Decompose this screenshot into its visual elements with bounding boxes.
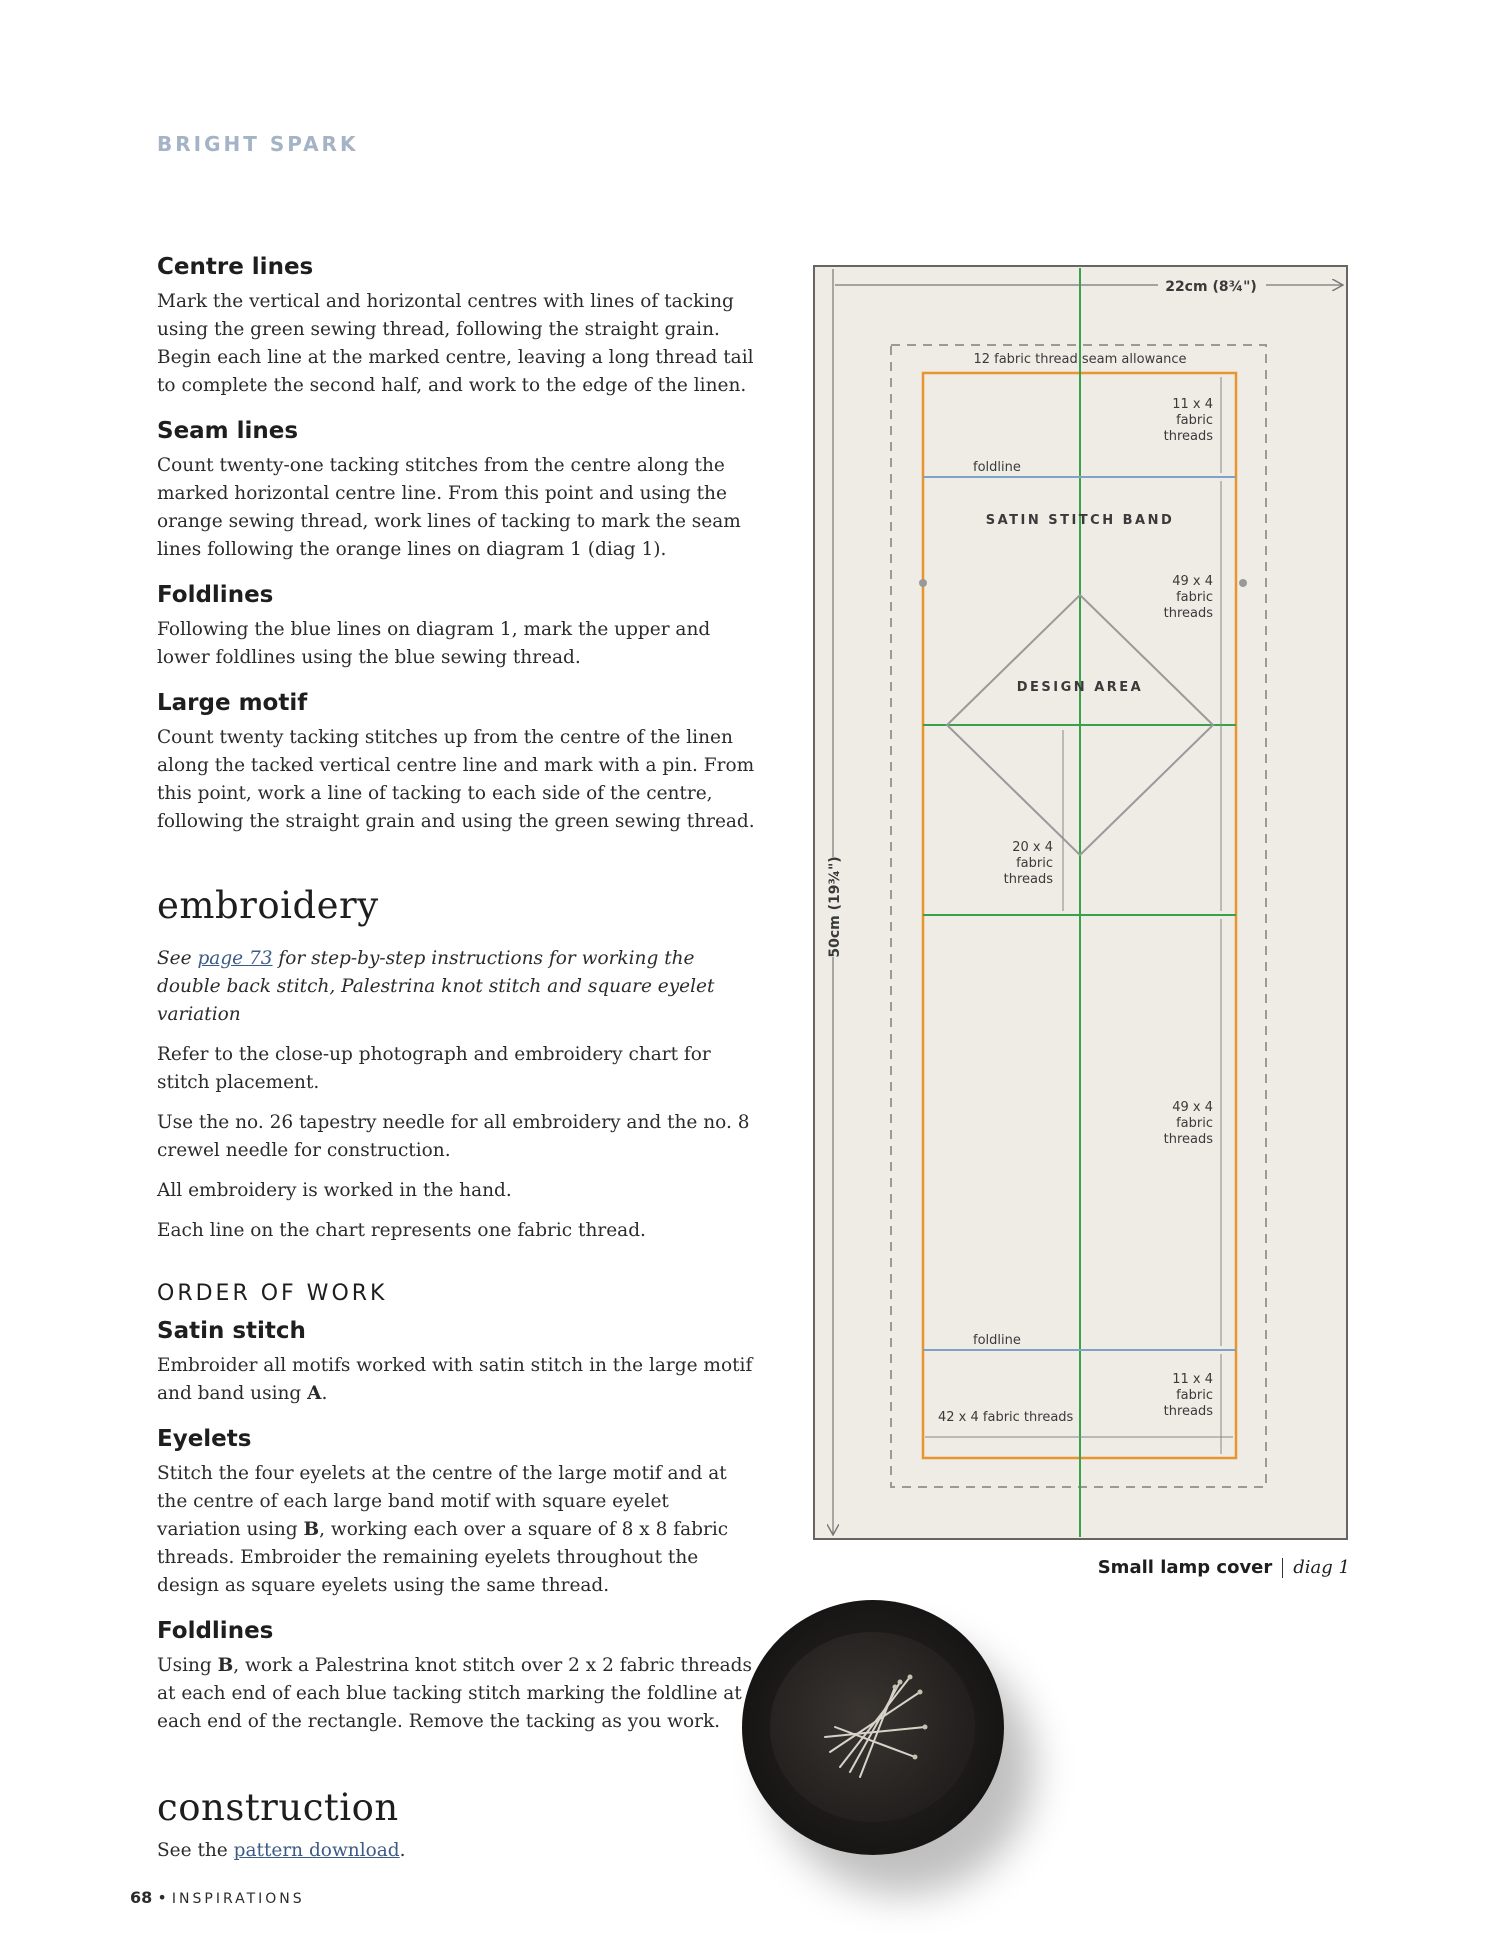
caption-diag: diag 1 — [1293, 1557, 1350, 1578]
para-seam-lines: Count twenty-one tacking stitches from the centre along the marked horizontal centre line. From this point and using the orange sewing thread, work lines of tacking to mark the seam lines following the orange lines on diagram 1 (diag 1). — [157, 455, 741, 560]
lower-measure-1: 49 x 4 — [1172, 1100, 1213, 1115]
lower-measure-3: threads — [1163, 1132, 1213, 1147]
satin-pre: Embroider all motifs worked with satin stitch in the large motif and band using — [157, 1355, 753, 1404]
para-foldlines-2 — [157, 1652, 757, 1736]
footer-bullet: • — [157, 1888, 167, 1907]
caption-title: Small lamp cover — [1097, 1557, 1273, 1578]
width-label: 22cm (8¾") — [1165, 279, 1257, 295]
heading-foldlines-2: Foldlines — [157, 1618, 274, 1644]
foldline-bottom-label: foldline — [973, 1333, 1021, 1348]
heading-foldlines: Foldlines — [157, 582, 274, 608]
diagram-caption — [1098, 1557, 1350, 1578]
diagram-1 — [813, 265, 1348, 1540]
fold-pre: Using — [157, 1655, 218, 1676]
heading-satin-stitch: Satin stitch — [157, 1318, 306, 1344]
pins-image — [770, 1632, 975, 1822]
heading-centre-lines: Centre lines — [157, 254, 314, 280]
para-large-motif: Count twenty tacking stitches up from the centre of the linen along the tacked vertical centre line and mark with a pin. From this point, work a line of tacking to each side of the centre, following the straight grain and using the green sewing thread. — [157, 727, 755, 832]
para-emb-3: All embroidery is worked in the hand. — [157, 1180, 512, 1201]
para-satin — [157, 1352, 757, 1408]
instructions-column — [157, 254, 757, 1877]
page-73-link[interactable]: page 73 — [197, 948, 273, 969]
bottom-measure-3: threads — [1163, 1404, 1213, 1419]
top-measure-3: threads — [1163, 429, 1213, 444]
magazine-name: INSPIRATIONS — [171, 1891, 305, 1907]
fold-post: , work a Palestrina knot stitch over 2 x 2 fabric threads at each end of each blue tacking stitch marking the foldline at each end of the rectangle. Remove the tacking as you work. — [157, 1655, 753, 1732]
lower-measure-2: fabric — [1176, 1116, 1213, 1131]
para-construction — [157, 1837, 757, 1865]
top-measure-1: 11 x 4 — [1172, 397, 1213, 412]
seam-allowance-label: 12 fabric thread seam allowance — [973, 352, 1187, 367]
caption-separator — [1282, 1558, 1283, 1578]
height-label: 50cm (19¾") — [827, 856, 843, 958]
construction-end: . — [399, 1840, 406, 1861]
design-area-label: DESIGN AREA — [1016, 680, 1144, 695]
heading-order-of-work: ORDER OF WORK — [157, 1281, 388, 1306]
satin-post: . — [321, 1383, 328, 1404]
para-emb-1: Refer to the close-up photograph and embroidery chart for stitch placement. — [157, 1044, 711, 1093]
heading-eyelets: Eyelets — [157, 1426, 252, 1452]
para-eyelets — [157, 1460, 757, 1600]
thread-a: A — [307, 1383, 322, 1404]
see-prefix: See — [157, 948, 198, 969]
mid-measure-2: fabric — [1176, 590, 1213, 605]
bottom-measure-1: 11 x 4 — [1172, 1372, 1213, 1387]
para-see-page — [157, 945, 757, 1029]
mid-measure-1: 49 x 4 — [1172, 574, 1213, 589]
heading-construction: construction — [157, 1786, 399, 1829]
eyelets-pre: Stitch the four eyelets at the centre of the large motif and at the centre of each large band motif with square eyelet variation using — [157, 1463, 727, 1540]
satin-band-label: SATIN STITCH BAND — [985, 513, 1175, 528]
foldline-top-label: foldline — [973, 460, 1021, 475]
para-centre-lines: Mark the vertical and horizontal centres with lines of tacking using the green sewing thread, following the straight grain. Begin each line at the marked centre, leaving a long thread tail to complete the second half, and work to the edge of the linen. — [157, 291, 754, 396]
motif-measure-2: fabric — [1016, 856, 1053, 871]
see-suffix: for step-by-step instructions for working the double back stitch, Palestrina knot stitch and square eyelet variation — [157, 948, 715, 1025]
para-emb-4: Each line on the chart represents one fabric thread. — [157, 1220, 646, 1241]
pattern-download-link[interactable]: pattern download — [233, 1840, 400, 1861]
motif-measure-3: threads — [1003, 872, 1053, 887]
heading-embroidery: embroidery — [157, 884, 379, 927]
section-label: BRIGHT SPARK — [157, 132, 359, 156]
pin-mark-left — [919, 579, 927, 587]
eyelets-post: , working each over a square of 8 x 8 fabric threads. Embroider the remaining eyelets throughout the design as square eyelets using the same thread. — [157, 1519, 729, 1596]
pin-bowl-inner — [770, 1632, 975, 1822]
width-threads-label: 42 x 4 fabric threads — [938, 1410, 1074, 1425]
bottom-measure-2: fabric — [1176, 1388, 1213, 1403]
heading-large-motif: Large motif — [157, 690, 308, 716]
motif-measure-1: 20 x 4 — [1012, 840, 1053, 855]
thread-b: B — [303, 1519, 320, 1540]
construction-see: See the — [157, 1840, 234, 1861]
thread-b-2: B — [217, 1655, 234, 1676]
pin-mark-right — [1239, 579, 1247, 587]
para-emb-2: Use the no. 26 tapestry needle for all embroidery and the no. 8 crewel needle for construction. — [157, 1112, 750, 1161]
top-measure-2: fabric — [1176, 413, 1213, 428]
heading-seam-lines: Seam lines — [157, 418, 299, 444]
page-footer — [130, 1888, 305, 1907]
pin-bowl-photo — [742, 1600, 1004, 1855]
mid-measure-3: threads — [1163, 606, 1213, 621]
para-foldlines: Following the blue lines on diagram 1, mark the upper and lower foldlines using the blue sewing thread. — [157, 619, 711, 668]
page-number: 68 — [130, 1888, 153, 1907]
